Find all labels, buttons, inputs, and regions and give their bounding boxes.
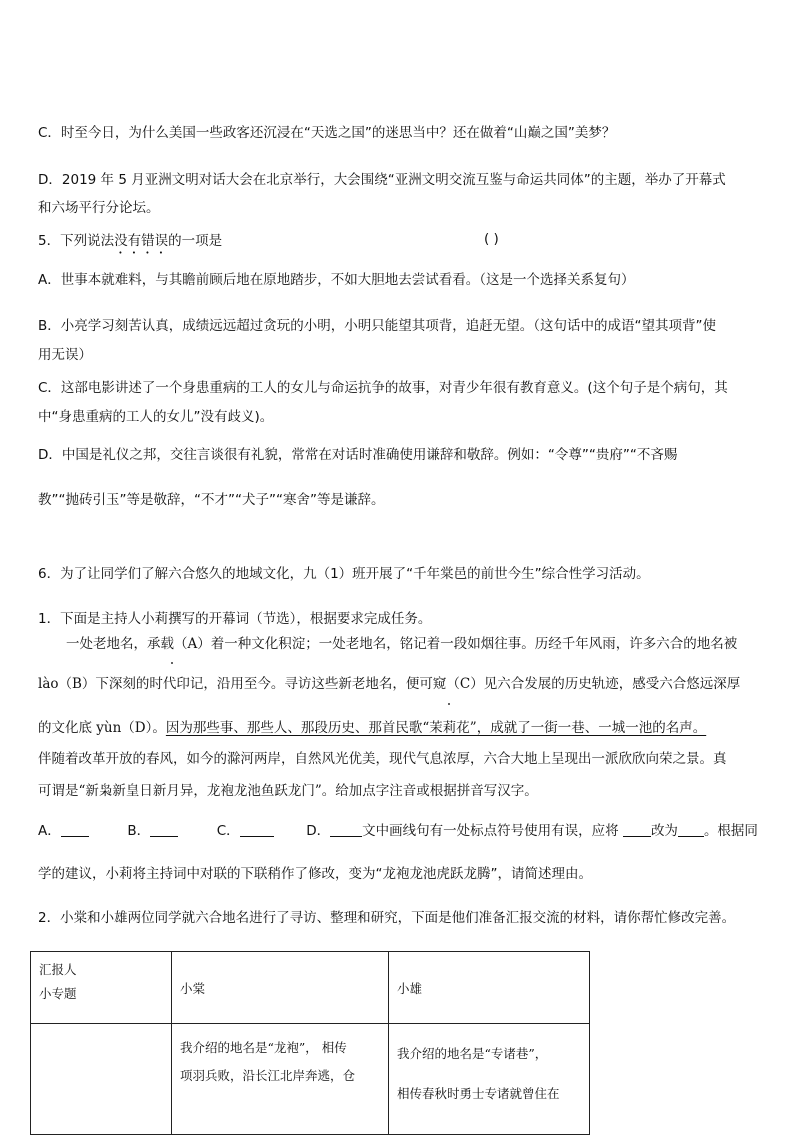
q5-stem <box>38 231 758 257</box>
blank-a[interactable] <box>61 822 89 837</box>
emphasis-dot-c <box>448 703 450 705</box>
table-header-corner <box>31 952 172 1024</box>
q6-passage-line5: 可谓是“新枭新皇日新月异，龙袍龙池鱼跃龙门”。给加点字注音或根据拼音写汉字。 <box>38 783 538 799</box>
blank-a-label: A． <box>38 823 61 839</box>
q6-blanks-row <box>38 821 758 841</box>
q4-option-d-line2: 和六场平行分论坛。 <box>38 200 160 216</box>
blank-b[interactable] <box>150 822 178 837</box>
blank-punct-from[interactable] <box>623 822 651 837</box>
q5-option-b-line1: B．小亮学习刻苦认真，成绩远远超过贪玩的小明，小明只能望其项背，追赶无望。（这句话中的成语“望其项背”使 <box>38 318 716 334</box>
q5-stem-after: 的一项是 <box>168 233 223 249</box>
table-row1-xiaotang: 我介绍的地名是“龙袍”， 相传 项羽兵败，沿长江北岸奔逃，仓 <box>172 1024 389 1135</box>
q5-stem-emphasis: 没有错误 <box>114 233 169 249</box>
q4-option-d-line1: D．2019 年 5 月亚洲文明对话大会在北京举行，大会围绕“亚洲文明交流互鉴与命运共同体”的主题，举办了开幕式 <box>38 172 726 188</box>
q5-option-b-line2: 用无误） <box>38 347 92 363</box>
q5-option-a: A．世事本就难料，与其瞻前顾后地在原地踏步，不如大胆地去尝试看看。（这是一个选择关系复句） <box>38 272 635 288</box>
emphasis-dot-a <box>171 662 173 664</box>
header-reporter-label: 汇报人 <box>39 962 77 977</box>
q4-option-c: C．时至今日，为什么美国一些政客还沉浸在“天选之国”的迷思当中？还在做着“山巅之国”美梦？ <box>38 125 616 141</box>
blank-c-label: C． <box>216 823 240 839</box>
table-header-row <box>31 952 590 1024</box>
report-table <box>30 951 590 1135</box>
q5-option-d-line1: D．中国是礼仪之邦，交往言谈很有礼貌，常常在对话时准确使用谦辞和敬辞。例如：“令尊”“贵府”“不吝赐 <box>38 447 678 463</box>
header-topic-label: 小专题 <box>39 986 77 1001</box>
blank-b-label: B． <box>127 823 151 839</box>
q6-passage-line3-before: 的文化底 yùn（D）。 <box>38 720 166 736</box>
q6-passage-line2: lào（B）下深刻的时代印记，沿用至今。寻访这些新老地名，便可窥（C）见六合发展的历史轨迹，感受六合悠远深厚 <box>38 676 741 692</box>
q6-task2: 2．小棠和小雄两位同学就六合地名进行了寻访、整理和研究，下面是他们准备汇报交流的材料，请你帮忙修改完善。 <box>38 910 736 926</box>
table-row <box>31 1024 590 1135</box>
blank-end: 。根据同 <box>703 823 758 839</box>
blank-c[interactable] <box>240 822 274 837</box>
q5-option-d-line2: 教”“抛砖引玉”等是敬辞，“不才”“犬子”“寒舍”等是谦辞。 <box>38 492 385 508</box>
blank-d-after: 文中画线句有一处标点符号使用有误，应将 <box>362 823 619 839</box>
q6-passage-line4: 伴随着改革开放的春风，如今的滁河两岸，自然风光优美，现代气息浓厚，六合大地上呈现出一派欣欣向荣之景。真 <box>38 751 727 767</box>
q6-line-after-blanks: 学的建议，小莉将主持词中对联的下联稍作了修改，变为“龙袍龙池虎跃龙腾”，请简述理由。 <box>38 866 592 882</box>
q5-option-c-line2: 中“身患重病的工人的女儿”没有歧义)。 <box>38 409 274 425</box>
q6-task1: 1．下面是主持人小莉撰写的开幕词（节选），根据要求完成任务。 <box>38 611 432 627</box>
q5-option-c-line1: C．这部电影讲述了一个身患重病的工人的女儿与命运抗争的故事，对青少年很有教育意义。(这个句子是个病句，其 <box>38 380 728 396</box>
blank-punct-to[interactable] <box>678 822 704 837</box>
q5-stem-before: 5．下列说法 <box>38 233 115 249</box>
table-row1-topic <box>31 1024 172 1135</box>
table-header-xiaoxiong: 小雄 <box>389 952 590 1024</box>
q6-intro: 6．为了让同学们了解六合悠久的地域文化，九（1）班开展了“千年棠邑的前世今生”综合性学习活动。 <box>38 566 650 582</box>
blank-d-label: D． <box>306 823 331 839</box>
table-row1-xiaoxiong: 我介绍的地名是“专诸巷”， 相传春秋时勇士专诸就曾住在 <box>389 1024 590 1135</box>
q6-passage-line3 <box>38 718 758 738</box>
q6-passage-underlined-sentence: 因为那些事、那些人、那段历史、那首民歌“茉莉花”，成就了一街一巷、一城一池的名声。 <box>165 720 707 736</box>
q6-passage-line1: 一处老地名，承载（A）着一种文化积淀；一处老地名，铭记着一段如烟往事。历经千年风雨，许多六合的地名被 <box>66 636 738 652</box>
q5-answer-paren: ( ) <box>484 231 499 247</box>
table-header-xiaotang: 小棠 <box>172 952 389 1024</box>
blank-gai-label: 改为 <box>650 823 678 839</box>
blank-d[interactable] <box>330 822 362 837</box>
